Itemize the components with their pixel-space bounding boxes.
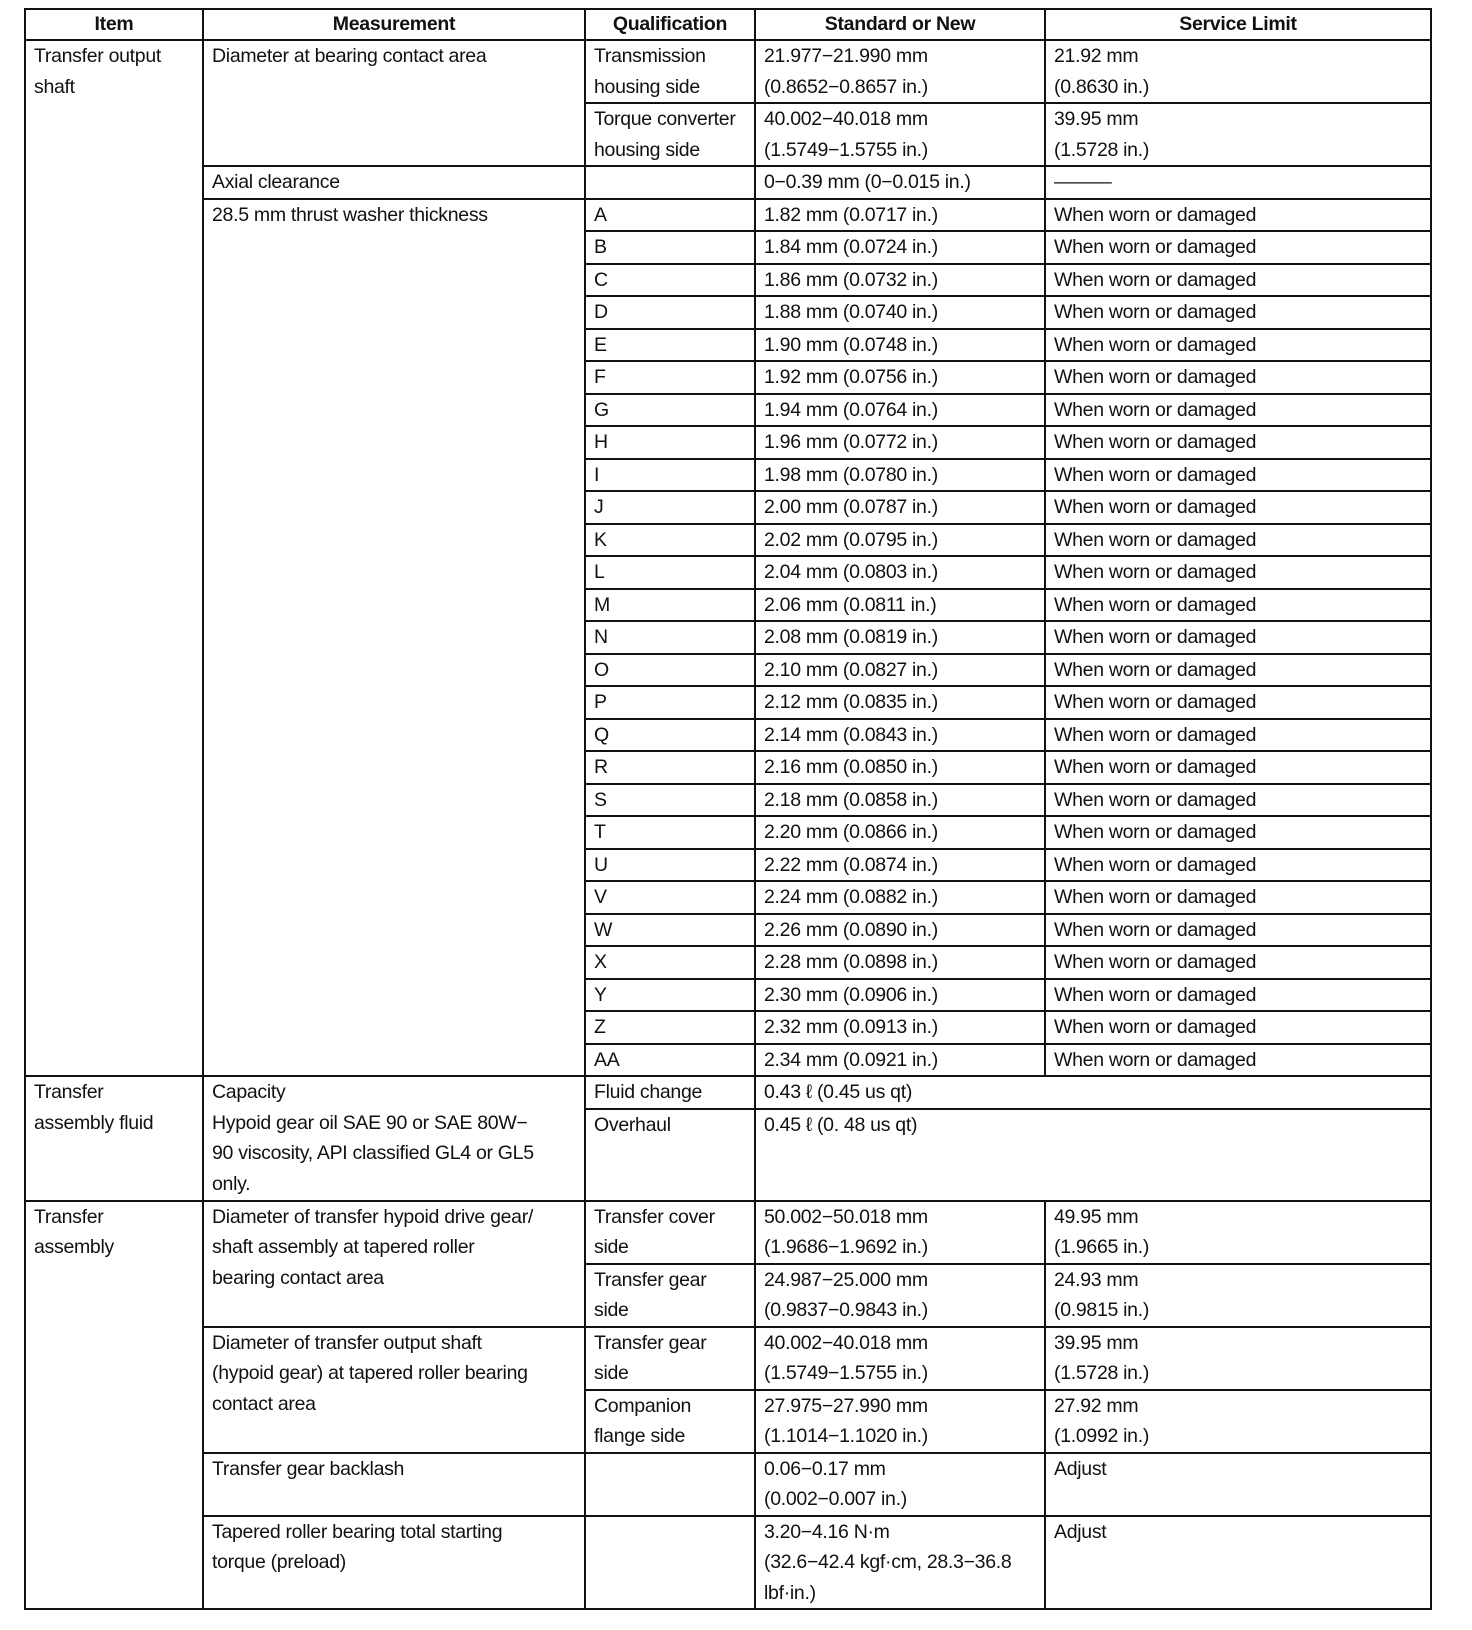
service-limit-line: When worn or damaged [1054,593,1257,616]
standard-value-cell [755,751,1045,784]
service-limit-cell [1045,1390,1431,1453]
standard-value-line: 2.00 mm (0.0787 in.) [764,496,938,518]
standard-value-cell [755,426,1045,459]
service-limit-cell [1045,1327,1431,1390]
measurement-line: Diameter at bearing contact area [212,45,487,67]
service-limit-line: (1.0992 in.) [1054,1425,1150,1447]
service-limit-cell [1045,1516,1431,1610]
service-limit-cell [1045,849,1431,882]
qualification-cell [585,946,755,979]
service-limit-cell [1045,686,1431,719]
standard-value-line: 2.08 mm (0.0819 in.) [764,626,938,648]
standard-value-cell [755,40,1045,103]
service-limit-cell [1045,946,1431,979]
qualification-cell [585,1516,755,1610]
table-row [25,199,1431,232]
qualification-line: D [594,301,608,323]
qualification-cell [585,1390,755,1453]
standard-value-cell [755,1201,1045,1264]
item-line: shaft [34,75,75,98]
qualification-line: H [594,431,608,453]
qualification-line: X [594,951,607,973]
service-limit-cell [1045,881,1431,914]
standard-value-cell [755,459,1045,492]
service-limit-cell [1045,103,1431,166]
qualification-cell [585,816,755,849]
qualification-cell [585,1044,755,1077]
standard-value-line: 0.06−0.17 mm [764,1457,886,1480]
standard-value-cell [755,166,1045,199]
service-limit-line: When worn or damaged [1054,301,1257,323]
table-row [25,1516,1431,1610]
standard-value-line: 1.90 mm (0.0748 in.) [764,333,938,356]
qualification-line: Y [594,983,607,1006]
standard-value-line: 2.34 mm (0.0921 in.) [764,1048,938,1071]
service-limit-line: 39.95 mm [1054,108,1139,130]
standard-value-cell [755,784,1045,817]
standard-value-cell [755,1516,1045,1610]
header-qualification: Qualification [585,9,755,40]
qualification-line: N [594,626,608,648]
qualification-line: flange side [594,1425,686,1447]
service-limit-line: When worn or damaged [1054,658,1257,681]
standard-value-line: 2.30 mm (0.0906 in.) [764,983,938,1006]
qualification-cell [585,264,755,297]
qualification-line: A [594,203,607,226]
standard-value-cell [755,394,1045,427]
qualification-line: V [594,886,607,908]
standard-value-line: 2.24 mm (0.0882 in.) [764,886,938,908]
service-limit-cell [1045,296,1431,329]
qualification-cell [585,103,755,166]
standard-value-line: (0.8652−0.8657 in.) [764,75,928,98]
standard-value-line: 2.14 mm (0.0843 in.) [764,723,938,746]
standard-value-cell [755,1453,1045,1516]
service-limit-line: When worn or damaged [1054,821,1257,843]
service-limit-cell [1045,784,1431,817]
qualification-cell [585,524,755,557]
service-limit-line: When worn or damaged [1054,236,1257,258]
measurement-line: (hypoid gear) at tapered roller bearing [212,1362,528,1384]
service-limit-cell [1045,816,1431,849]
standard-value-cell [755,1327,1045,1390]
service-limit-cell [1045,40,1431,103]
standard-value-cell [755,524,1045,557]
standard-value-cell [755,1044,1045,1077]
standard-value-cell [755,264,1045,297]
standard-value-line: 21.977−21.990 mm [764,45,928,67]
qualification-line [594,1454,746,1485]
qualification-line: housing side [594,75,700,98]
standard-value-line: 1.94 mm (0.0764 in.) [764,398,938,421]
standard-value-cell [755,491,1045,524]
qualification-line: Transfer gear [594,1268,707,1291]
standard-value-cell [755,231,1045,264]
service-limit-cell [1045,556,1431,589]
standard-value-line: 1.82 mm (0.0717 in.) [764,203,938,226]
item-cell [25,1076,203,1201]
table-row [25,40,1431,103]
service-limit-line: When worn or damaged [1054,691,1257,713]
qualification-line: J [594,496,604,518]
qualification-cell [585,296,755,329]
standard-value-cell [755,1390,1045,1453]
qualification-line: E [594,333,607,356]
qualification-cell [585,589,755,622]
qualification-line: S [594,788,607,811]
qualification-line: Companion [594,1394,692,1417]
service-limit-line: When worn or damaged [1054,1016,1257,1038]
qualification-line: C [594,268,608,291]
qualification-line: Transfer cover [594,1205,715,1228]
standard-value-line: 2.06 mm (0.0811 in.) [764,593,937,616]
standard-value-cell [755,1109,1431,1201]
item-line: assembly fluid [34,1111,154,1134]
service-limit-line: When worn or damaged [1054,951,1257,973]
service-limit-cell [1045,231,1431,264]
service-limit-line: When worn or damaged [1054,333,1257,356]
qualification-cell [585,361,755,394]
standard-value-line: (1.1014−1.1020 in.) [764,1425,928,1447]
standard-value-line: (0.9837−0.9843 in.) [764,1299,928,1321]
service-limit-cell [1045,1011,1431,1044]
standard-value-cell [755,199,1045,232]
qualification-line: Q [594,723,609,746]
standard-value-cell [755,361,1045,394]
measurement-line: bearing contact area [212,1266,384,1289]
standard-value-line: 24.987−25.000 mm [764,1268,928,1291]
service-limit-line: When worn or damaged [1054,788,1257,811]
qualification-cell [585,881,755,914]
service-limit-cell [1045,199,1431,232]
header-service-limit: Service Limit [1045,9,1431,40]
qualification-line: O [594,658,609,681]
standard-value-cell [755,719,1045,752]
standard-value-line: 1.86 mm (0.0732 in.) [764,268,938,291]
standard-value-line: 1.84 mm (0.0724 in.) [764,236,938,258]
qualification-line: U [594,853,608,876]
service-limit-line: (1.5728 in.) [1054,138,1150,161]
qualification-cell [585,40,755,103]
standard-value-cell [755,329,1045,362]
table-row [25,1327,1431,1390]
qualification-cell [585,719,755,752]
qualification-line: Z [594,1016,606,1038]
standard-value-cell [755,589,1045,622]
standard-value-line: 2.32 mm (0.0913 in.) [764,1016,938,1038]
service-limit-line: Adjust [1054,1520,1107,1543]
qualification-cell [585,491,755,524]
qualification-cell [585,426,755,459]
standard-value-cell [755,946,1045,979]
standard-value-line: 0.43 ℓ (0.45 us qt) [764,1081,913,1103]
service-limit-line: When worn or damaged [1054,561,1257,583]
measurement-cell [203,1076,585,1201]
standard-value-cell [755,1011,1045,1044]
qualification-line: K [594,528,607,551]
service-limit-line: When worn or damaged [1054,853,1257,876]
standard-value-cell [755,296,1045,329]
qualification-line [594,167,746,198]
qualification-cell [585,199,755,232]
table-row [25,1453,1431,1516]
standard-value-cell [755,849,1045,882]
measurement-cell [203,166,585,199]
qualification-cell [585,654,755,687]
qualification-line: Transmission [594,45,706,67]
qualification-line: I [594,463,600,486]
qualification-line: side [594,1299,629,1321]
standard-value-line: 1.98 mm (0.0780 in.) [764,463,938,486]
qualification-cell [585,751,755,784]
measurement-line: Transfer gear backlash [212,1457,405,1480]
service-limit-line: When worn or damaged [1054,496,1257,518]
measurement-line: torque (preload) [212,1551,346,1573]
qualification-cell [585,394,755,427]
standard-value-cell [755,816,1045,849]
service-limit-cell [1045,329,1431,362]
standard-value-cell [755,654,1045,687]
measurement-cell [203,1453,585,1516]
qualification-line: T [594,821,606,843]
standard-value-line: 40.002−40.018 mm [764,1331,928,1354]
standard-value-cell [755,621,1045,654]
service-limit-line: 24.93 mm [1054,1268,1139,1291]
service-limit-line: When worn or damaged [1054,203,1257,226]
standard-value-line: 0−0.39 mm (0−0.015 in.) [764,171,971,193]
measurement-cell [203,1201,585,1327]
qualification-line: R [594,756,608,778]
qualification-cell [585,231,755,264]
standard-value-line: 2.26 mm (0.0890 in.) [764,918,938,941]
qualification-cell [585,784,755,817]
standard-value-cell [755,1076,1431,1109]
item-line: Transfer output [34,45,162,67]
qualification-cell [585,329,755,362]
qualification-cell [585,1109,755,1201]
measurement-line: Capacity [212,1081,286,1103]
standard-value-line: 2.12 mm (0.0835 in.) [764,691,938,713]
qualification-cell [585,1264,755,1327]
service-limit-line: When worn or damaged [1054,723,1257,746]
item-line: Transfer [34,1081,104,1103]
qualification-cell [585,849,755,882]
standard-value-cell [755,914,1045,947]
qualification-cell [585,686,755,719]
specification-table [24,8,1432,1610]
service-limit-cell [1045,166,1431,199]
standard-value-line: 1.96 mm (0.0772 in.) [764,431,938,453]
standard-value-line: 50.002−50.018 mm [764,1205,928,1228]
standard-value-line: (1.5749−1.5755 in.) [764,138,928,161]
service-limit-cell [1045,1044,1431,1077]
service-limit-line: (1.9665 in.) [1054,1236,1150,1258]
standard-value-line: 2.04 mm (0.0803 in.) [764,561,938,583]
measurement-line: only. [212,1172,251,1195]
qualification-line: Transfer gear [594,1331,707,1354]
qualification-line: G [594,398,609,421]
service-limit-cell [1045,1453,1431,1516]
qualification-line: Fluid change [594,1081,703,1103]
qualification-line: side [594,1362,629,1384]
measurement-line: Axial clearance [212,171,340,193]
standard-value-line: 40.002−40.018 mm [764,108,928,130]
service-limit-cell [1045,394,1431,427]
measurement-line: Tapered roller bearing total starting [212,1520,503,1543]
qualification-cell [585,1453,755,1516]
qualification-line: Overhaul [594,1113,671,1136]
item-cell [25,1201,203,1610]
standard-value-line: 3.20−4.16 N·m [764,1520,890,1543]
header-measurement: Measurement [203,9,585,40]
standard-value-line: 27.975−27.990 mm [764,1394,928,1417]
qualification-cell [585,1327,755,1390]
standard-value-cell [755,979,1045,1012]
service-limit-cell [1045,459,1431,492]
table-row [25,1076,1431,1109]
measurement-cell [203,1327,585,1453]
qualification-cell [585,1201,755,1264]
service-limit-line: When worn or damaged [1054,528,1257,551]
measurement-line: Diameter of transfer hypoid drive gear/ [212,1205,534,1228]
service-limit-cell [1045,1264,1431,1327]
measurement-cell [203,40,585,166]
standard-value-line: (1.5749−1.5755 in.) [764,1362,928,1384]
table-body [25,40,1431,1609]
qualification-line: M [594,593,610,616]
service-limit-cell [1045,979,1431,1012]
service-limit-line: (1.5728 in.) [1054,1362,1150,1384]
standard-value-line: 2.10 mm (0.0827 in.) [764,658,938,681]
qualification-cell [585,556,755,589]
standard-value-line: 2.18 mm (0.0858 in.) [764,788,938,811]
service-limit-cell [1045,914,1431,947]
service-limit-line: When worn or damaged [1054,756,1257,778]
service-limit-cell [1045,719,1431,752]
measurement-line: Diameter of transfer output shaft [212,1331,482,1354]
table-row [25,166,1431,199]
qualification-line [594,1517,746,1548]
service-limit-line: ——— [1054,171,1112,193]
service-limit-cell [1045,491,1431,524]
item-line: assembly [34,1236,114,1258]
standard-value-cell [755,103,1045,166]
qualification-line: B [594,236,607,258]
standard-value-line: (1.9686−1.9692 in.) [764,1236,928,1258]
service-limit-line: 27.92 mm [1054,1394,1139,1417]
service-limit-cell [1045,524,1431,557]
measurement-cell [203,199,585,1077]
service-limit-line: (0.8630 in.) [1054,75,1150,98]
qualification-line: housing side [594,138,700,161]
service-limit-line: 49.95 mm [1054,1205,1139,1228]
standard-value-cell [755,881,1045,914]
service-limit-line: When worn or damaged [1054,983,1257,1006]
service-limit-line: When worn or damaged [1054,463,1257,486]
qualification-cell [585,621,755,654]
standard-value-line: (0.002−0.007 in.) [764,1488,907,1510]
standard-value-line: 2.22 mm (0.0874 in.) [764,853,938,876]
qualification-line: P [594,691,607,713]
service-limit-line: 21.92 mm [1054,45,1139,67]
qualification-cell [585,1011,755,1044]
item-line: Transfer [34,1205,104,1228]
qualification-line: L [594,561,605,583]
service-limit-cell [1045,1201,1431,1264]
standard-value-line: 1.92 mm (0.0756 in.) [764,366,938,388]
measurement-cell [203,1516,585,1610]
service-limit-line: When worn or damaged [1054,431,1257,453]
measurement-line: Hypoid gear oil SAE 90 or SAE 80W− [212,1111,528,1134]
qualification-cell [585,914,755,947]
qualification-cell [585,979,755,1012]
service-limit-line: When worn or damaged [1054,1048,1257,1071]
standard-value-line: 0.45 ℓ (0. 48 us qt) [764,1113,918,1136]
standard-value-line: 2.16 mm (0.0850 in.) [764,756,938,778]
measurement-line: contact area [212,1392,316,1415]
service-limit-line: When worn or damaged [1054,918,1257,941]
item-cell [25,40,203,1076]
service-limit-cell [1045,621,1431,654]
qualification-cell [585,459,755,492]
measurement-line: 28.5 mm thrust washer thickness [212,203,488,226]
standard-value-line: 2.20 mm (0.0866 in.) [764,821,938,843]
service-limit-line: (0.9815 in.) [1054,1299,1150,1321]
service-limit-line: When worn or damaged [1054,268,1257,291]
qualification-cell [585,166,755,199]
qualification-line: F [594,366,606,388]
service-limit-line: Adjust [1054,1457,1107,1480]
qualification-line: W [594,918,613,941]
measurement-line: shaft assembly at tapered roller [212,1236,475,1258]
service-limit-cell [1045,361,1431,394]
header-item: Item [25,9,203,40]
service-limit-line: 39.95 mm [1054,1331,1139,1354]
standard-value-line: 1.88 mm (0.0740 in.) [764,301,938,323]
measurement-line: 90 viscosity, API classified GL4 or GL5 [212,1142,534,1164]
header-standard-or-new: Standard or New [755,9,1045,40]
table-row [25,1201,1431,1264]
qualification-line: side [594,1236,629,1258]
service-limit-cell [1045,264,1431,297]
qualification-line: AA [594,1048,620,1071]
standard-value-line: 2.28 mm (0.0898 in.) [764,951,938,973]
header-row [25,9,1431,40]
standard-value-cell [755,1264,1045,1327]
service-limit-cell [1045,426,1431,459]
standard-value-line: (32.6−42.4 kgf·cm, 28.3−36.8 [764,1551,1012,1573]
service-limit-line: When worn or damaged [1054,886,1257,908]
qualification-line: Torque converter [594,108,736,130]
standard-value-cell [755,686,1045,719]
service-limit-cell [1045,654,1431,687]
service-limit-cell [1045,751,1431,784]
qualification-cell [585,1076,755,1109]
standard-value-cell [755,556,1045,589]
service-limit-line: When worn or damaged [1054,366,1257,388]
standard-value-line: lbf·in.) [764,1581,816,1604]
service-limit-line: When worn or damaged [1054,398,1257,421]
service-limit-line: When worn or damaged [1054,626,1257,648]
standard-value-line: 2.02 mm (0.0795 in.) [764,528,938,551]
service-limit-cell [1045,589,1431,622]
